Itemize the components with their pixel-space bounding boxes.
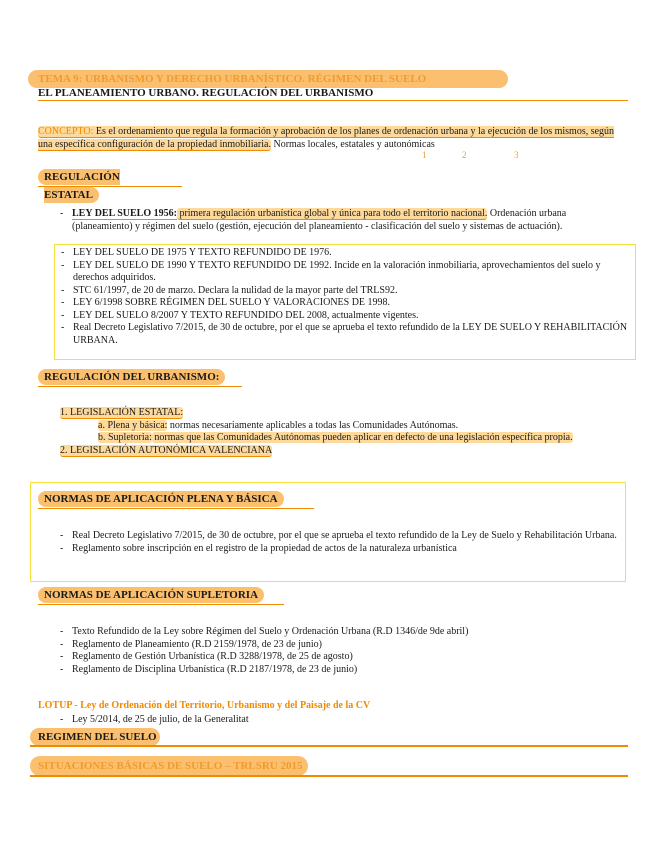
section-heading: REGULACIÓN DEL URBANISMO: <box>38 369 225 385</box>
list-item: - Reglamento de Gestión Urbanística (R.D 3288/1978, de 25 de agosto) <box>60 651 620 664</box>
section-heading: REGULACIÓN ESTATAL <box>38 169 120 203</box>
list-item: - Reglamento de Disciplina Urbanística (R.D 2187/1978, de 23 de junio) <box>60 664 620 677</box>
concepto-paragraph <box>38 125 628 151</box>
number-2: 2 <box>462 150 467 160</box>
regimen-heading: REGIMEN DEL SUELO <box>38 731 157 743</box>
ley-1956-rest: Ordenación urbana (planeamiento) y régimen del suelo (gestión, ejecución del planeamiento - clasificación del suelo y sistemas de actuación). <box>72 208 567 232</box>
list-item: - LEY DEL SUELO 8/2007 Y TEXTO REFUNDIDO DEL 2008, actualmente vigentes. <box>61 310 629 323</box>
page-subtitle: EL PLANEAMIENTO URBANO. REGULACIÓN DEL URBANISMO <box>38 86 628 101</box>
number-3: 3 <box>514 150 519 160</box>
lotup-list <box>60 714 620 727</box>
ley-1956-item <box>60 208 628 233</box>
concepto-tail: Normas locales, estatales y autonómicas <box>270 139 435 150</box>
number-1: 1 <box>422 150 427 160</box>
concepto-text: Es el ordenamiento que regula la formación y aprobación de los planes de ordenación urbana y la ejecución de los mismos, según una específica configuración de la propiedad inmobiliaria. <box>38 126 615 150</box>
list-item: - Real Decreto Legislativo 7/2015, de 30 de octubre, por el que se aprueba el texto refundido de la LEY DE SUELO Y REHABILITACIÓN URBANA. <box>61 322 629 347</box>
supletoria-text: normas que las Comunidades Autónomas pueden aplicar en defecto de una legislación específica propia. <box>151 432 573 443</box>
divider <box>30 745 628 747</box>
list-item: - STC 61/1997, de 20 de marzo. Declara la nulidad de la mayor parte del TRLS92. <box>61 285 629 298</box>
ley-1956-label: LEY DEL SUELO 1956: <box>72 208 177 219</box>
list-item: - LEY 6/1998 SOBRE RÉGIMEN DEL SUELO Y VALORACIONES DE 1998. <box>61 297 629 310</box>
list-item: - LEY DEL SUELO DE 1975 Y TEXTO REFUNDIDO DE 1976. <box>61 247 629 260</box>
concepto-label: CONCEPTO: <box>38 126 94 137</box>
list-item: - Reglamento sobre inscripción en el registro de la propiedad de actos de la naturaleza urbanística <box>60 543 620 556</box>
list-item: - LEY DEL SUELO DE 1990 Y TEXTO REFUNDIDO DE 1992. Incide en la valoración inmobiliaria, aprovechamientos del suelo y derechos adquiridos. <box>61 260 629 285</box>
situaciones-heading: SITUACIONES BÁSICAS DE SUELO – TRLSRU 2015 <box>38 760 303 772</box>
section-normas-supletoria <box>38 586 284 605</box>
list-item: - Reglamento de Planeamiento (R.D 2159/1978, de 23 de junio) <box>60 639 620 652</box>
lotup-heading: LOTUP - Ley de Ordenación del Territorio, Urbanismo y del Paisaje de la CV <box>38 700 371 711</box>
section-heading: NORMAS DE APLICACIÓN PLENA Y BÁSICA <box>38 491 284 507</box>
section-regulacion-estatal <box>38 168 182 201</box>
normas-supletoria-list <box>60 626 620 676</box>
list-item: - Texto Refundido de la Ley sobre Régimen del Suelo y Ordenación Urbana (R.D 1346/de 9de abril) <box>60 626 620 639</box>
section-normas-plena <box>38 490 314 509</box>
normas-plena-list <box>60 530 620 555</box>
section-regulacion-urbanismo <box>38 368 242 387</box>
list-item: - Ley 5/2014, de 25 de julio, de la Generalitat <box>60 714 620 727</box>
legislacion-estatal: 1. LEGISLACIÓN ESTATAL: <box>60 407 184 418</box>
list-item: - Real Decreto Legislativo 7/2015, de 30 de octubre, por el que se aprueba el texto refundido de la Ley de Suelo y Rehabilitación Urbana. <box>60 530 620 543</box>
divider <box>30 775 628 777</box>
section-heading: NORMAS DE APLICACIÓN SUPLETORIA <box>38 587 264 603</box>
tema-title: TEMA 9: URBANISMO Y DERECHO URBANÍSTICO. RÉGIMEN DEL SUELO <box>28 70 508 88</box>
plena-label: a. Plena y básica: <box>98 419 168 431</box>
leyes-box <box>54 244 636 360</box>
plena-text: normas necesariamente aplicables a todas las Comunidades Autónomas. <box>167 419 459 431</box>
list-item <box>60 208 628 233</box>
legislacion-list <box>60 407 628 457</box>
supletoria-label: b. Supletoria: <box>98 432 152 443</box>
ley-1956-highlight: primera regulación urbanística global y única para todo el territorio nacional. <box>176 208 488 219</box>
legislacion-autonomica: 2. LEGISLACIÓN AUTONÓMICA VALENCIANA <box>60 444 273 456</box>
